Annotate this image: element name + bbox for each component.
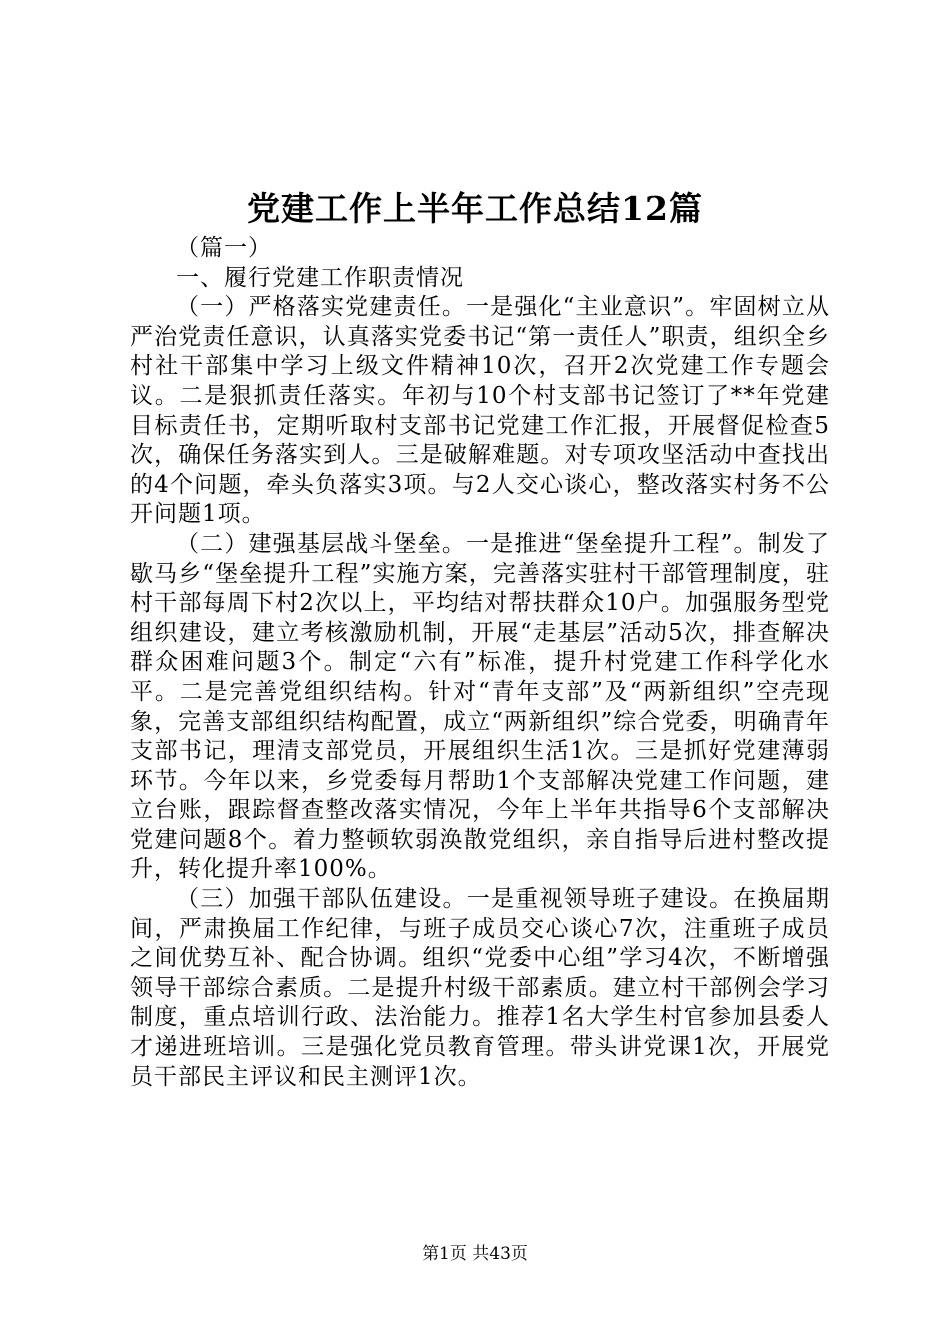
body-paragraph: （一）严格落实党建责任。一是强化“主业意识”。牢固树立从严治党责任意识，认真落实党委书记“第一责任人”职责，组织全乡村社干部集中学习上级文件精神10次，召开2次党建工作专题会议。二是狠抓责任落实。年初与10个村支部书记签订了**年党建目标责任书，定期听取村支部书记党建工作汇报，开展督促检查5次，确保任务落实到人。三是破解难题。对专项攻坚活动中查找出的4个问题，牵头负落实3项。与2人交心谈心，整改落实村务不公开问题1项。 [130,294,830,528]
page-number-footer: 第1页 共43页 [422,1244,528,1264]
section-heading: 一、履行党建工作职责情况 [176,264,464,291]
section-label: （篇一） [176,235,272,261]
body-paragraph: （二）建强基层战斗堡垒。一是推进“堡垒提升工程”。制发了歇马乡“堡垒提升工程”实施方案，完善落实驻村干部管理制度，驻村干部每周下村2次以上，平均结对帮扶群众10户。加强服务型党组织建设，建立考核激励机制，开展“走基层”活动5次，排查解决群众困难问题3个。制定“六有”标准，提升村党建工作科学化水平。二是完善党组织结构。针对“青年支部”及“两新组织”空壳现象，完善支部组织结构配置，成立“两新组织”综合党委，明确青年支部书记，理清支部党员，开展组织生活1次。三是抓好党建薄弱环节。今年以来，乡党委每月帮助1个支部解决党建工作问题，建立台账，跟踪督查整改落实情况，今年上半年共指导6个支部解决党建问题8个。着力整顿软弱涣散党组织，亲自指导后进村整改提升，转化提升率100%。 [130,530,830,883]
document-body [130,234,830,1092]
document-title: 党建工作上半年工作总结12篇 [247,189,703,228]
body-paragraph: （三）加强干部队伍建设。一是重视领导班子建设。在换届期间，严肃换届工作纪律，与班子成员交心谈心7次，注重班子成员之间优势互补、配合协调。组织“党委中心组”学习4次，不断增强领导干部综合素质。二是提升村级干部素质。建立村干部例会学习制度，重点培训行政、法治能力。推荐1名大学生村官参加县委人才递进班培训。三是强化党员教育管理。带头讲党课1次，开展党员干部民主评议和民主测评1次。 [130,886,830,1090]
